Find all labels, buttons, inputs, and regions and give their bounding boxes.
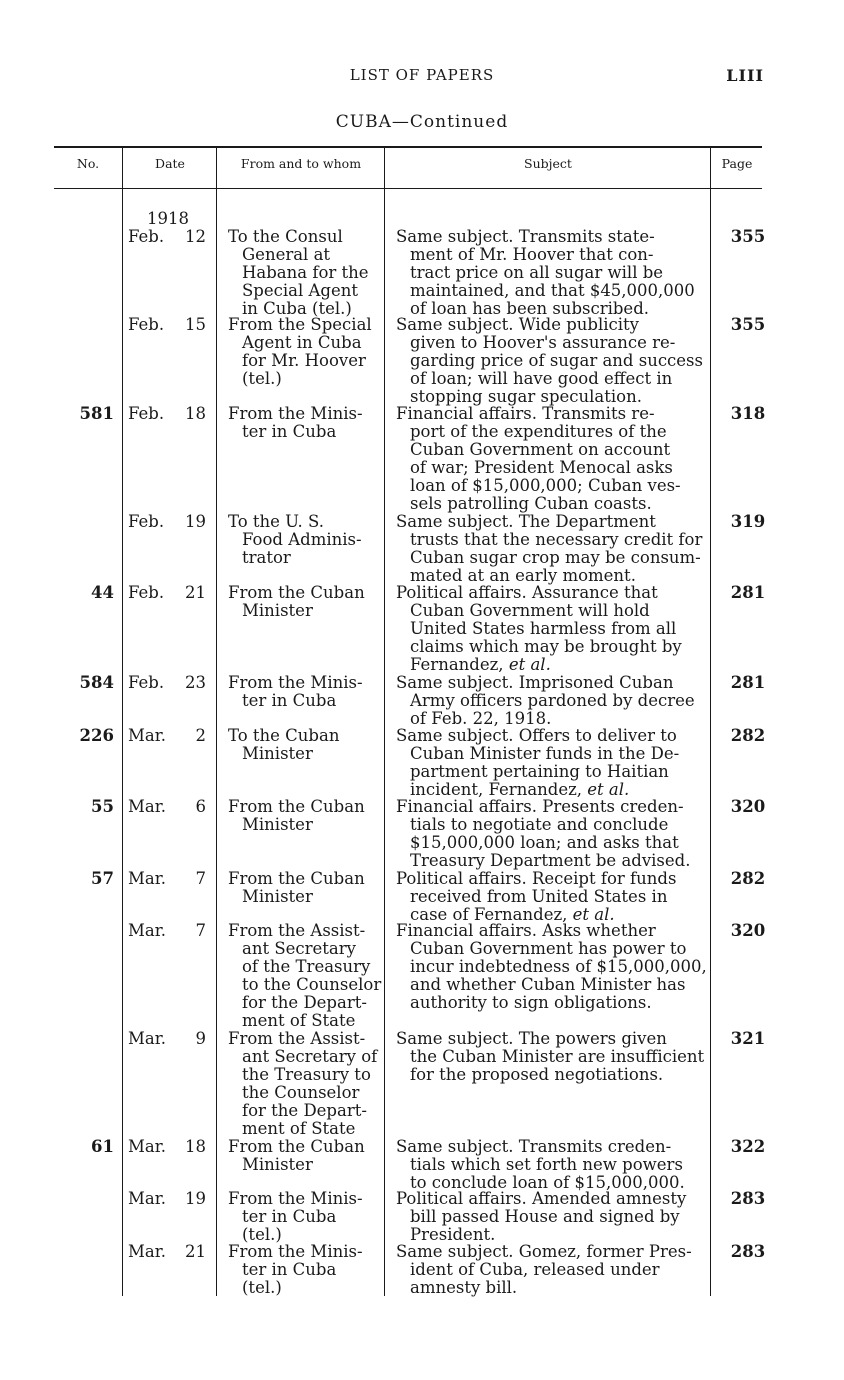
subject-line: of Feb. 22, 1918. [410, 709, 552, 728]
from-line: Minister [242, 1155, 313, 1174]
date-value [128, 727, 208, 745]
from-line: From the Assist- [228, 1029, 366, 1048]
subject-line: tials which set forth new powers [410, 1155, 683, 1174]
date-value [128, 674, 208, 692]
date-day: 23 [185, 673, 206, 692]
row-from-to [228, 1030, 380, 1138]
date-month: Mar. [128, 1242, 167, 1261]
from-line: for the Depart- [242, 1101, 367, 1120]
row-subject [396, 870, 704, 924]
date-month: Mar. [128, 869, 167, 888]
date-value [128, 316, 208, 334]
subject-line: to conclude loan of $15,000,000. [410, 1173, 685, 1192]
subject-line: and whether Cuban Minister has [410, 975, 686, 994]
row-from-to [228, 798, 380, 834]
subject-line: $15,000,000 loan; and asks that [410, 833, 679, 852]
row-from-to [228, 584, 380, 620]
date-year [128, 210, 208, 228]
from-line: To the Cuban [228, 726, 340, 745]
row-from-to [228, 316, 380, 388]
from-line: Minister [242, 815, 313, 834]
row-date [128, 513, 208, 531]
row-date [128, 316, 208, 334]
from-line: (tel.) [242, 369, 282, 388]
subject-line: Same subject. Wide publicity [396, 315, 639, 334]
row-date [128, 727, 208, 745]
subject-line: Treasury Department be advised. [410, 851, 691, 870]
subject-line: received from United States in [410, 887, 668, 906]
date-day: 9 [195, 1029, 206, 1048]
from-line: From the Minis- [228, 673, 363, 692]
subject-line: incur indebtedness of $15,000,000, [410, 957, 707, 976]
date-value [128, 870, 208, 888]
subject-line: Army officers pardoned by decree [410, 691, 695, 710]
subject-line: Same subject. The Department [396, 512, 656, 531]
row-page: 318 [730, 404, 766, 423]
from-line: From the Assist- [228, 921, 366, 940]
subject-line: trusts that the necessary credit for [410, 530, 703, 549]
row-from-to [228, 922, 380, 1030]
subject-line: ment of Mr. Hoover that con- [410, 245, 654, 264]
date-month: Feb. [128, 404, 165, 423]
date-month: Mar. [128, 1029, 167, 1048]
from-line: General at [242, 245, 331, 264]
subject-line: of war; President Menocal asks [410, 458, 673, 477]
date-value [128, 1030, 208, 1048]
row-number: 61 [91, 1137, 114, 1156]
subject-line: Financial affairs. Transmits re- [396, 404, 655, 423]
row-date [128, 870, 208, 888]
row-date [128, 1243, 208, 1261]
subject-line: United States harmless from all [410, 619, 677, 638]
row-from-to [228, 1190, 380, 1244]
subject-line: Same subject. The powers given [396, 1029, 667, 1048]
row-date [128, 1190, 208, 1208]
date-day: 12 [185, 227, 206, 246]
from-line: ment of State [242, 1119, 356, 1138]
subject-line: authority to sign obligations. [410, 993, 652, 1012]
date-value [128, 1190, 208, 1208]
subject-line: of loan has been subscribed. [410, 299, 650, 318]
subject-line: Financial affairs. Asks whether [396, 921, 656, 940]
date-day: 18 [185, 1137, 206, 1156]
column-divider-from-subject [384, 148, 385, 1296]
subject-line: maintained, and that $45,000,000 [410, 281, 695, 300]
row-date [128, 674, 208, 692]
row-page: 320 [730, 797, 766, 816]
row-subject [396, 513, 704, 585]
row-subject [396, 727, 704, 799]
date-year-text: 1918 [147, 209, 189, 228]
row-subject [396, 316, 704, 406]
row-page: 282 [730, 869, 766, 888]
row-subject [396, 228, 704, 318]
subject-line: Same subject. Offers to deliver to [396, 726, 677, 745]
row-from-to [228, 405, 380, 441]
from-line: ant Secretary of [242, 1047, 378, 1066]
subject-line: of loan; will have good effect in [410, 369, 673, 388]
subject-line: amnesty bill. [410, 1278, 518, 1297]
row-page: 282 [730, 726, 766, 745]
row-page: 281 [730, 673, 766, 692]
row-subject [396, 1138, 704, 1192]
row-number: 55 [91, 797, 114, 816]
from-line: ter in Cuba [242, 691, 337, 710]
date-value [128, 513, 208, 531]
date-value [128, 1138, 208, 1156]
column-header-from: From and to whom [240, 156, 362, 171]
date-month: Mar. [128, 797, 167, 816]
row-subject [396, 1243, 704, 1297]
row-date [128, 1138, 208, 1156]
row-page: 320 [730, 921, 766, 940]
row-from-to [228, 674, 380, 710]
row-subject [396, 405, 704, 513]
row-page: 355 [730, 315, 766, 334]
from-line: for Mr. Hoover [242, 351, 366, 370]
subject-line: garding price of sugar and success [410, 351, 703, 370]
row-subject [396, 584, 704, 674]
date-value [128, 1243, 208, 1261]
column-header-subject: Subject [524, 156, 572, 171]
subject-line: ident of Cuba, released under [410, 1260, 660, 1279]
date-day: 15 [185, 315, 206, 334]
date-value [128, 405, 208, 423]
row-subject [396, 674, 704, 728]
row-page: 319 [730, 512, 766, 531]
date-month: Mar. [128, 921, 167, 940]
date-day: 21 [185, 583, 206, 602]
from-line: From the Special [228, 315, 372, 334]
subject-line: stopping sugar speculation. [410, 387, 642, 406]
from-line: To the Consul [228, 227, 343, 246]
column-divider-no-date [122, 148, 123, 1296]
date-month: Feb. [128, 583, 165, 602]
date-month: Feb. [128, 227, 165, 246]
subject-line: case of Fernandez, et al. [410, 905, 615, 924]
row-page: 283 [730, 1242, 766, 1261]
from-line: Minister [242, 601, 313, 620]
subject-line: Political affairs. Receipt for funds [396, 869, 677, 888]
from-line: Special Agent [242, 281, 359, 300]
from-line: the Counselor [242, 1083, 360, 1102]
date-day: 7 [195, 921, 206, 940]
date-day: 7 [195, 869, 206, 888]
row-page: 321 [730, 1029, 766, 1048]
row-number: 584 [79, 673, 114, 692]
row-from-to [228, 228, 380, 318]
from-line: From the Cuban [228, 869, 365, 888]
subject-line: claims which may be brought by [410, 637, 682, 656]
subject-line: Same subject. Imprisoned Cuban [396, 673, 674, 692]
subject-line: Cuban Government on account [410, 440, 671, 459]
date-month: Feb. [128, 512, 165, 531]
column-divider-date-from [216, 148, 217, 1296]
subject-line: Same subject. Transmits creden- [396, 1137, 672, 1156]
from-line: for the Depart- [242, 993, 367, 1012]
from-line: From the Cuban [228, 797, 365, 816]
date-month: Feb. [128, 673, 165, 692]
subject-line: bill passed House and signed by [410, 1207, 680, 1226]
from-line: From the Minis- [228, 404, 363, 423]
date-day: 19 [185, 512, 206, 531]
row-number: 57 [91, 869, 114, 888]
subject-line: President. [410, 1225, 496, 1244]
row-number: 226 [79, 726, 114, 745]
from-line: To the U. S. [228, 512, 325, 531]
row-page: 322 [730, 1137, 766, 1156]
row-from-to [228, 1243, 380, 1297]
date-day: 21 [185, 1242, 206, 1261]
row-from-to [228, 870, 380, 906]
running-head [0, 66, 844, 88]
from-line: Minister [242, 744, 313, 763]
from-line: of the Treasury [242, 957, 371, 976]
row-date [128, 922, 208, 940]
date-value [128, 228, 208, 246]
row-page: 355 [730, 227, 766, 246]
subject-line: partment pertaining to Haitian [410, 762, 669, 781]
subject-line: Political affairs. Assurance that [396, 583, 658, 602]
column-header-date: Date [155, 156, 185, 171]
from-line: (tel.) [242, 1278, 282, 1297]
row-page: 281 [730, 583, 766, 602]
row-from-to [228, 727, 380, 763]
from-line: ant Secretary [242, 939, 356, 958]
from-line: trator [242, 548, 291, 567]
subject-line: Cuban Government will hold [410, 601, 650, 620]
from-line: ter in Cuba [242, 1260, 337, 1279]
date-value [128, 922, 208, 940]
subject-line: incident, Fernandez, et al. [410, 780, 630, 799]
row-date [128, 405, 208, 423]
from-line: Habana for the [242, 263, 369, 282]
from-line: From the Cuban [228, 1137, 365, 1156]
row-number: 581 [79, 404, 114, 423]
subject-line: Cuban Minister funds in the De- [410, 744, 680, 763]
date-value [128, 798, 208, 816]
row-from-to [228, 1138, 380, 1174]
subject-line: tract price on all sugar will be [410, 263, 664, 282]
from-line: From the Minis- [228, 1242, 363, 1261]
row-subject [396, 921, 707, 1012]
subject-line: Same subject. Gomez, former Pres- [396, 1242, 692, 1261]
from-line: Agent in Cuba [242, 333, 362, 352]
from-line: From the Cuban [228, 583, 365, 602]
date-day: 19 [185, 1189, 206, 1208]
running-title: LIST OF PAPERS [349, 66, 495, 84]
date-day: 2 [195, 726, 206, 745]
from-line: in Cuba (tel.) [242, 299, 352, 318]
date-month: Mar. [128, 726, 167, 745]
row-date [128, 584, 208, 602]
header-bottom-rule [54, 188, 762, 189]
subject-line: Cuban Government has power to [410, 939, 687, 958]
table-top-rule [54, 146, 762, 148]
page-number: LIII [726, 66, 764, 85]
date-day: 6 [195, 797, 206, 816]
from-line: Food Adminis- [242, 530, 362, 549]
row-subject [396, 1190, 704, 1244]
from-line: ment of State [242, 1011, 356, 1030]
row-subject [396, 1030, 704, 1084]
subject-line: Same subject. Transmits state- [396, 227, 655, 246]
subject-line: mated at an early moment. [410, 566, 636, 585]
subject-line: Cuban sugar crop may be consum- [410, 548, 701, 567]
date-day: 18 [185, 404, 206, 423]
row-subject [396, 798, 704, 870]
row-from-to [228, 513, 380, 567]
from-line: ter in Cuba [242, 1207, 337, 1226]
from-line: the Treasury to [242, 1065, 371, 1084]
row-date [128, 1030, 208, 1048]
subject-line: the Cuban Minister are insufficient [410, 1047, 705, 1066]
subject-line: Financial affairs. Presents creden- [396, 797, 684, 816]
subject-line: loan of $15,000,000; Cuban ves- [410, 476, 681, 495]
subject-line: for the proposed negotiations. [410, 1065, 664, 1084]
from-line: (tel.) [242, 1225, 282, 1244]
from-line: to the Counselor [242, 975, 382, 994]
subject-line: tials to negotiate and conclude [410, 815, 669, 834]
from-line: From the Minis- [228, 1189, 363, 1208]
date-month: Mar. [128, 1189, 167, 1208]
date-month: Feb. [128, 315, 165, 334]
column-header-no: No. [76, 156, 100, 171]
from-line: Minister [242, 887, 313, 906]
date-month: Mar. [128, 1137, 167, 1156]
subject-line: port of the expenditures of the [410, 422, 667, 441]
row-page: 283 [730, 1189, 766, 1208]
row-date [128, 228, 208, 246]
row-number: 44 [91, 583, 114, 602]
section-title: CUBA—Continued [335, 112, 509, 132]
subject-line: given to Hoover's assurance re- [410, 333, 676, 352]
column-header-page: Page [721, 156, 753, 171]
subject-line: sels patrolling Cuban coasts. [410, 494, 652, 513]
date-value [128, 584, 208, 602]
column-divider-subject-page [710, 148, 711, 1296]
subject-line: Fernandez, et al. [410, 655, 551, 674]
subject-line: Political affairs. Amended amnesty [396, 1189, 687, 1208]
from-line: ter in Cuba [242, 422, 337, 441]
row-date [128, 798, 208, 816]
